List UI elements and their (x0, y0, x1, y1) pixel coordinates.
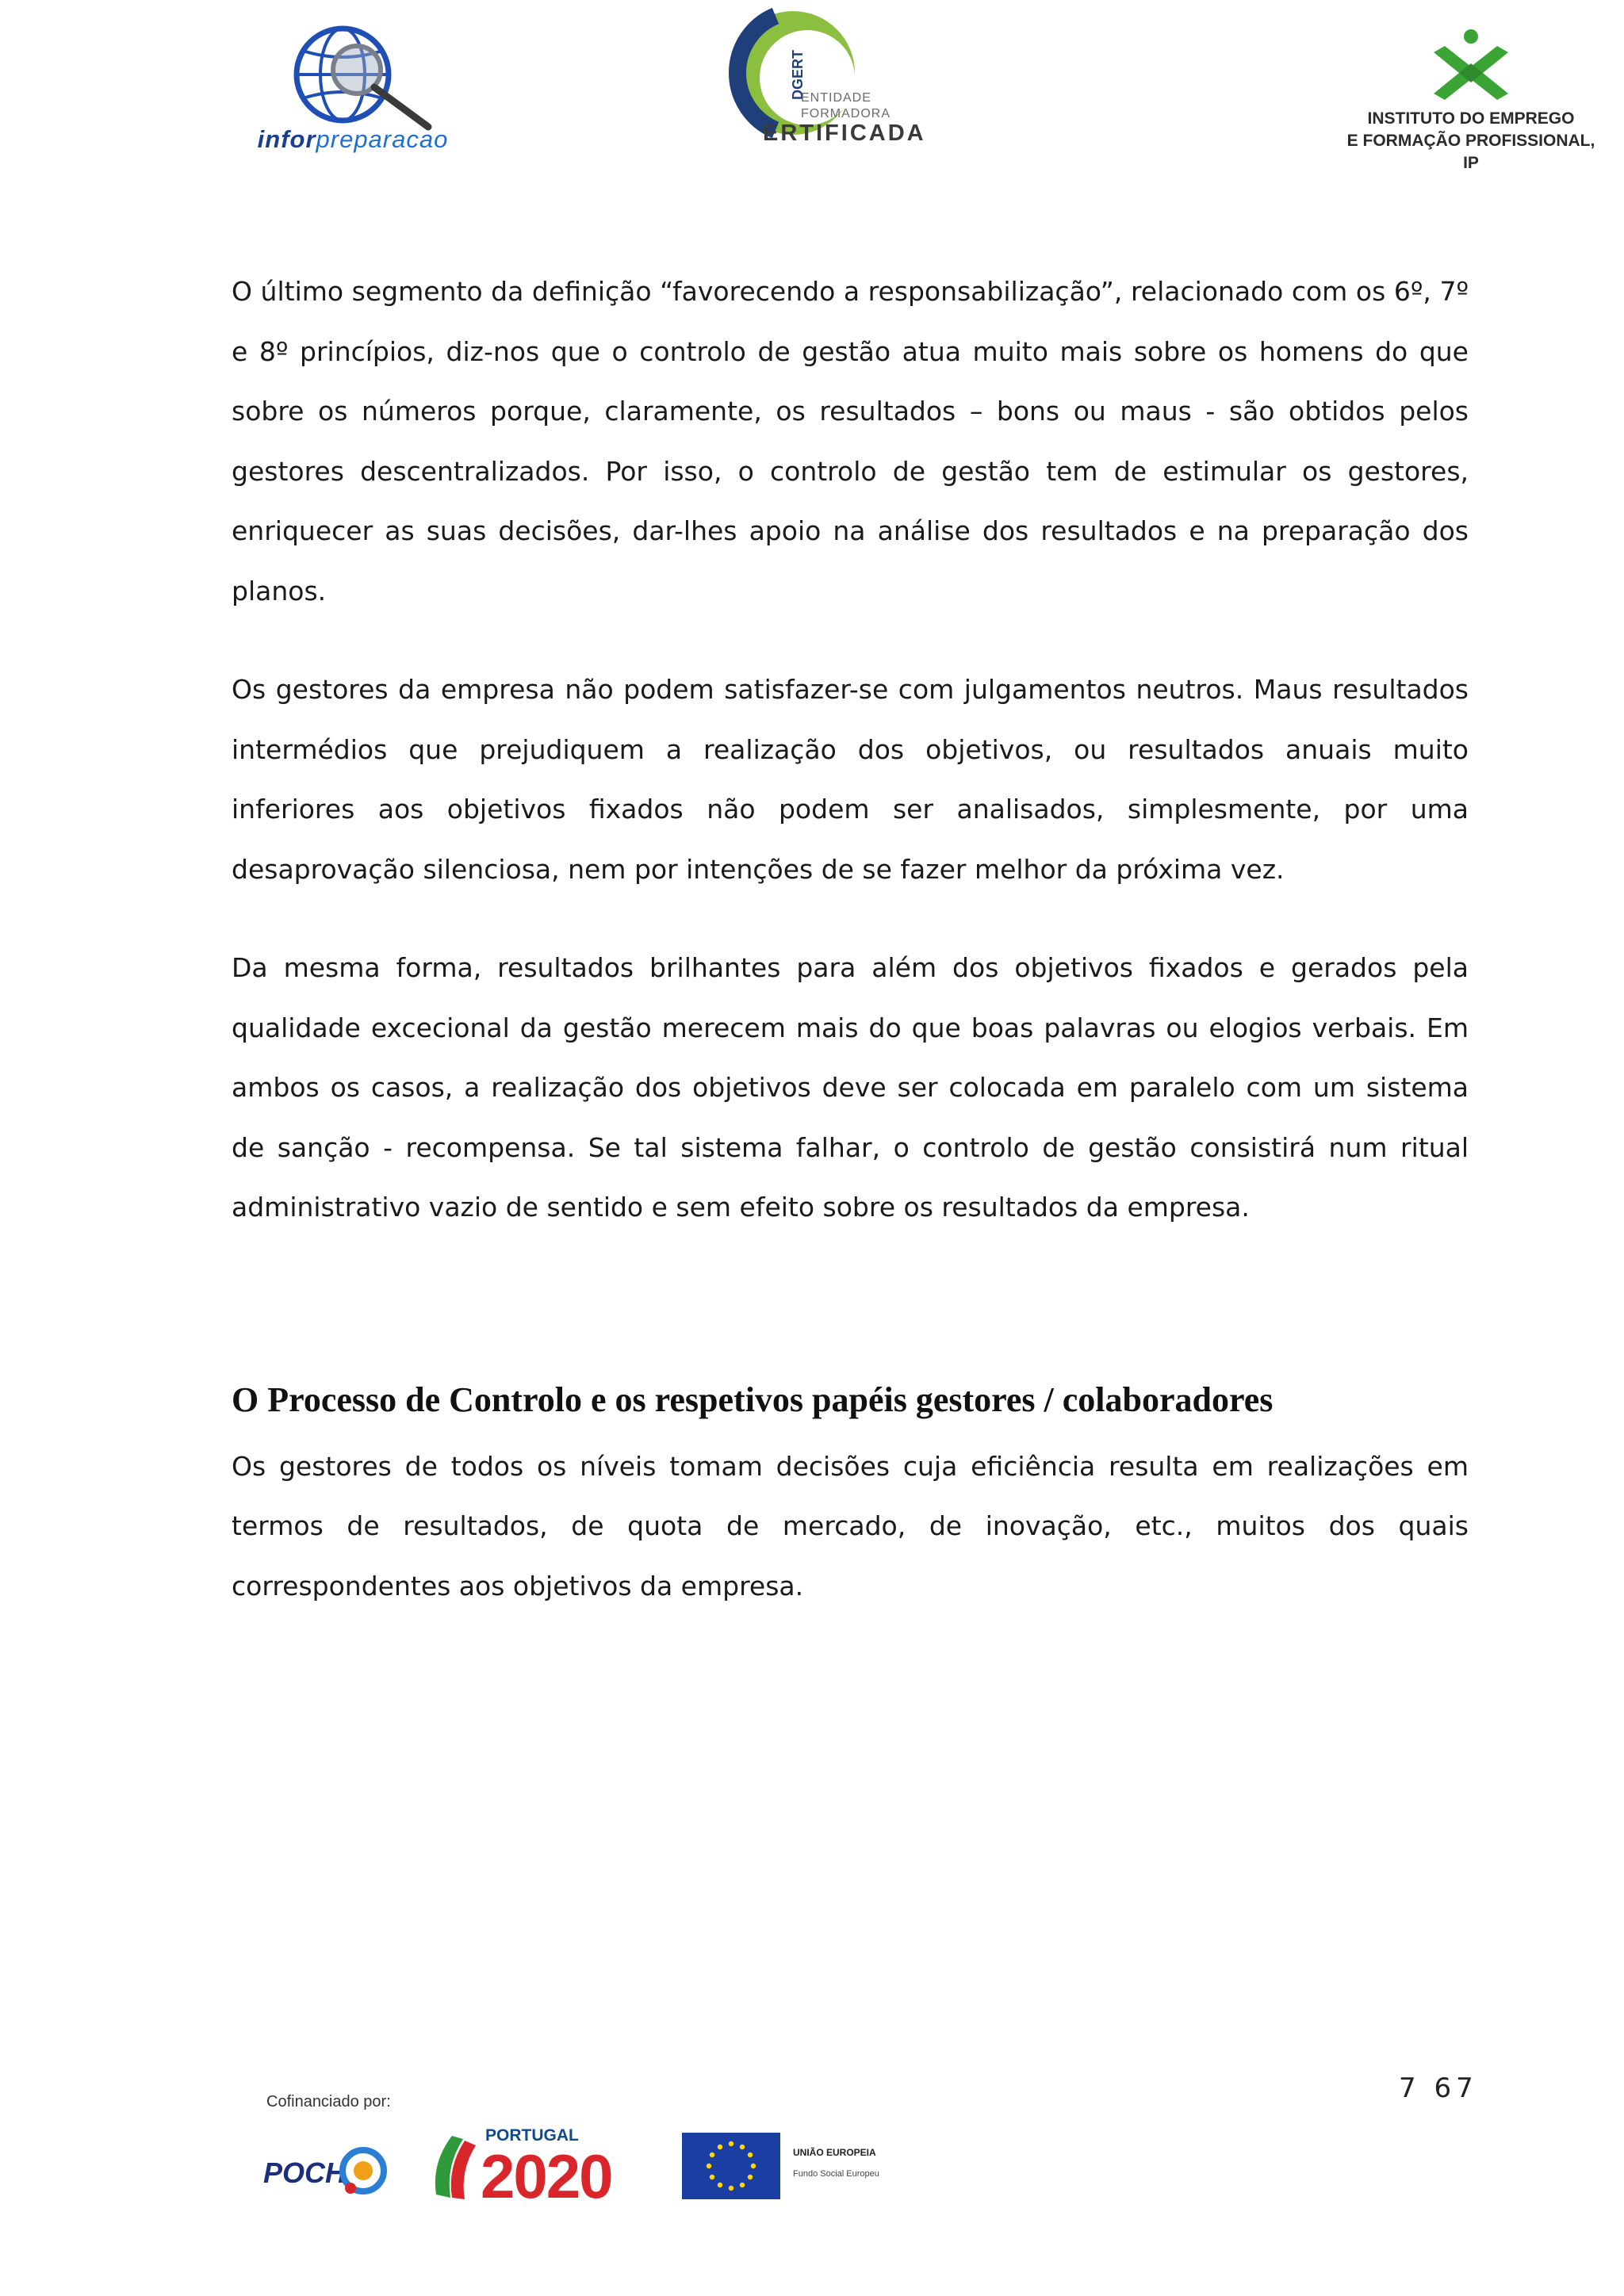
page-header (0, 0, 1624, 174)
funding-footer (262, 2093, 912, 2220)
dgert-certificada-label: ERTIFICADA (763, 121, 926, 146)
paragraph-1: O último segmento da definição “favorecendo a responsabilização”, relacionado com os 6º, 7º e 8º princípios, diz-nos que o controlo de gestão atua muito mais sobre os homens do que sobre os números porque, claramente, os resultados – bons ou maus - são obtidos pelos gestores descentralizados. Por isso, o controlo de gestão tem de estimular os gestores, enriquecer as suas decisões, dar-lhes apoio na análise dos resultados e na preparação dos planos. (232, 276, 1469, 607)
dgert-certified-logo (714, 5, 926, 147)
iefp-name: INSTITUTO DO EMPREGO E FORMAÇÃO PROFISSIONAL, IP (1346, 109, 1595, 172)
cofinanciado-label: Cofinanciado por: (266, 2093, 391, 2110)
inforpreparacao-logo (238, 22, 468, 165)
inforpreparacao-wordmark: inforpreparacao (257, 125, 449, 153)
eu-label: UNIÃO EUROPEIA (793, 2147, 876, 2158)
paragraph-2: Os gestores da empresa não podem satisfazer-se com julgamentos neutros. Maus resultados intermédios que prejudiquem a realização dos objetivos, ou resultados anuais muito inferiores aos objetivos fixados não podem ser analisados, simplesmente, por uma desaprovação silenciosa, nem por intenções de se fazer melhor da próxima vez. (232, 674, 1469, 885)
poch-ring-icon (262, 2134, 396, 2206)
page-number: 7 67 (1399, 2072, 1478, 2104)
iefp-logo (1340, 29, 1602, 172)
paragraph-3: Da mesma forma, resultados brilhantes para além dos objetivos fixados e gerados pela qualidade excecional da gestão merecem mais do que boas palavras ou elogios verbais. Em ambos os casos, a realização dos objetivos deve ser colocada em paralelo com um sistema de sanção - recompensa. Se tal sistema falhar, o controlo de gestão consistirá num ritual administrativo vazio de sentido e sem efeito sobre os resultados da empresa. (232, 952, 1469, 1223)
globe-magnifier-icon (238, 22, 468, 133)
iefp-emblem-icon (1340, 29, 1602, 105)
eu-flag-icon (682, 2133, 780, 2199)
dgert-vertical-label: DGERT (790, 50, 806, 100)
poch-logo (262, 2134, 396, 2206)
p2020-number: 2020 (481, 2141, 612, 2211)
eu-logo (682, 2133, 912, 2199)
section-paragraph: Os gestores de todos os níveis tomam decisões cuja eficiência resulta em realizações em termos de resultados, de quota de mercado, de inovação, etc., muitos dos quais correspondentes aos objetivos da empresa. (232, 1450, 1469, 1601)
portugal-flag-icon (428, 2131, 481, 2202)
fse-label: Fundo Social Europeu (793, 2169, 879, 2179)
portugal-2020-logo (428, 2126, 642, 2211)
portugal-label: PORTUGAL (485, 2126, 579, 2145)
poch-wordmark: POCH (263, 2156, 347, 2189)
section-heading: O Processo de Controlo e os respetivos papéis gestores / colaboradores (232, 1380, 1274, 1419)
document-body (232, 262, 1469, 1616)
dgert-subtitle: ENTIDADE FORMADORA (801, 91, 891, 121)
